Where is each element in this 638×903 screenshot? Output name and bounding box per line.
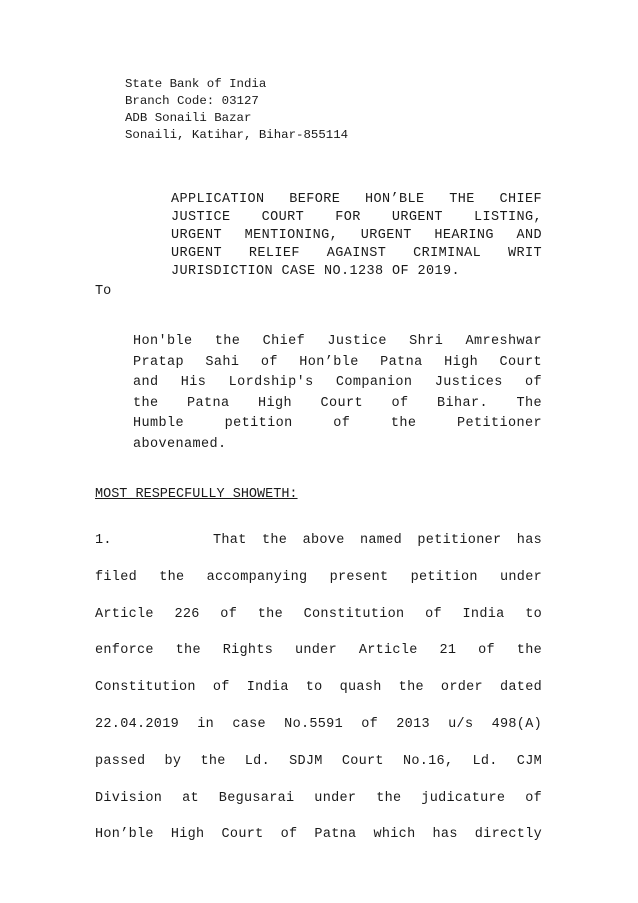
paragraph-number: 1. xyxy=(95,533,112,548)
paragraph-line: Constitution of India to quash the order dated xyxy=(95,680,542,696)
addressee-line: and His Lordship's Companion Justices of xyxy=(133,375,542,391)
address-line-branch: ADB Sonaili Bazar xyxy=(125,111,252,125)
addressee-line: the Patna High Court of Bihar. The xyxy=(133,395,542,411)
addressee-line: Hon'ble the Chief Justice Shri Amreshwar xyxy=(133,334,542,349)
paragraph-line: Hon’ble High Court of Patna which has directly xyxy=(95,827,542,843)
subject-line: URGENT MENTIONING, URGENT HEARING AND xyxy=(171,228,542,243)
paragraph-line: Division at Begusarai under the judicature of xyxy=(95,790,542,806)
application-subject xyxy=(171,191,542,281)
addressee-line: abovenamed. xyxy=(133,436,227,452)
addressee-line: Humble petition of the Petitioner xyxy=(133,416,542,432)
address-line-bank: State Bank of India xyxy=(125,77,267,91)
subject-line: JURISDICTION CASE NO.1238 OF 2019. xyxy=(171,264,461,279)
paragraph-first-line xyxy=(95,532,542,569)
paragraph-line: That the above named petitioner has xyxy=(213,533,542,548)
paragraph-line: 22.04.2019 in case No.5591 of 2013 u/s 498(A) xyxy=(95,716,542,732)
addressee-block xyxy=(133,332,542,456)
bank-address-block xyxy=(125,76,348,144)
subject-line: URGENT RELIEF AGAINST CRIMINAL WRIT xyxy=(171,246,542,261)
addressee-line: Pratap Sahi of Hon’ble Patna High Court xyxy=(133,354,542,370)
paragraph-line: passed by the Ld. SDJM Court No.16, Ld. CJM xyxy=(95,753,542,769)
section-heading: MOST RESPECFULLY SHOWETH: xyxy=(95,487,298,502)
paragraph-line: Article 226 of the Constitution of India to xyxy=(95,606,542,622)
subject-line: APPLICATION BEFORE HON’BLE THE CHIEF xyxy=(171,192,542,207)
to-label: To xyxy=(95,284,112,299)
address-line-location: Sonaili, Katihar, Bihar-855114 xyxy=(125,128,349,142)
paragraph-line: enforce the Rights under Article 21 of the xyxy=(95,643,542,659)
paragraph-1 xyxy=(95,532,542,863)
subject-line: JUSTICE COURT FOR URGENT LISTING, xyxy=(171,210,542,225)
address-line-branch-code: Branch Code: 03127 xyxy=(125,94,259,108)
paragraph-line: filed the accompanying present petition under xyxy=(95,569,542,585)
